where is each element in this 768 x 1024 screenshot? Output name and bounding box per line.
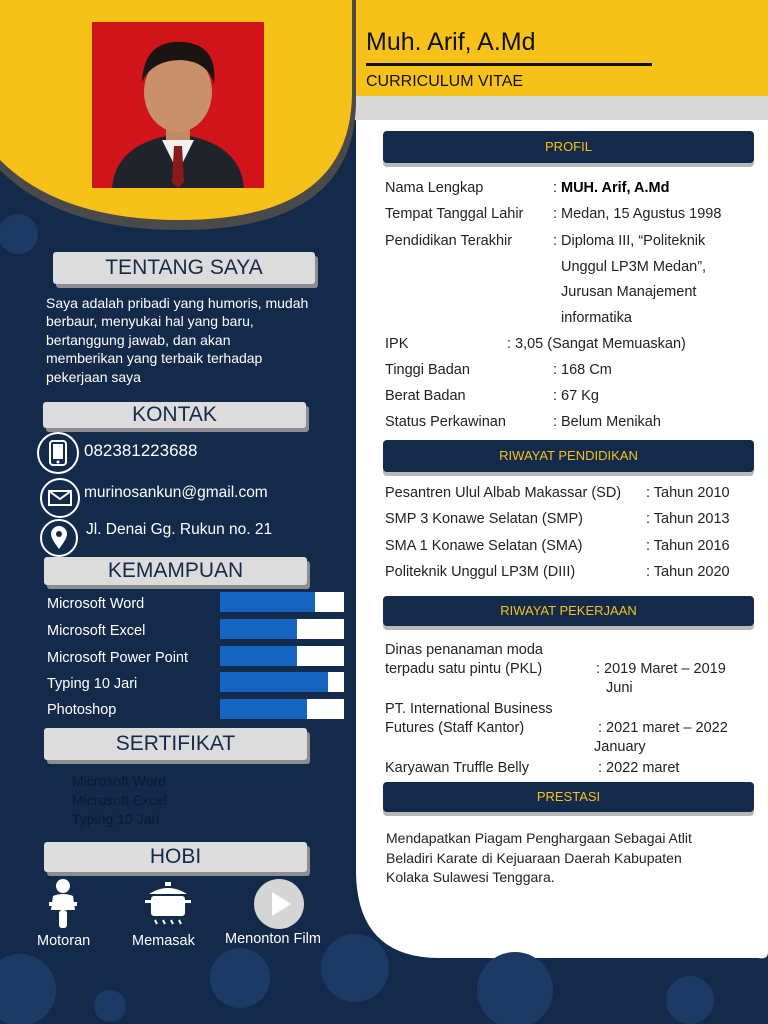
about-text xyxy=(46,294,346,386)
hobby-label: Motoran xyxy=(37,933,91,949)
skill-bar-fill xyxy=(220,646,297,666)
motorcycle-rider-icon xyxy=(47,878,79,935)
about-heading: TENTANG SAYA xyxy=(53,252,315,284)
profile-label: Status Perkawinan xyxy=(385,414,506,430)
skill-bar-track xyxy=(220,646,344,666)
education-year: : Tahun 2020 xyxy=(646,564,730,580)
mail-icon xyxy=(40,478,80,518)
about-line: Saya adalah pribadi yang humoris, mudah xyxy=(46,295,309,311)
skill-label: Microsoft Word xyxy=(47,596,145,612)
skill-bar-track xyxy=(220,699,344,719)
education-school: Politeknik Unggul LP3M (DIII) xyxy=(385,564,576,580)
candidate-name: Muh. Arif, A.Md xyxy=(366,28,536,56)
contact-phone[interactable]: 082381223688 xyxy=(84,441,198,460)
work-period: : 2019 Maret – 2019 xyxy=(596,661,726,677)
work-period: : 2022 maret xyxy=(598,760,680,776)
education-year: : Tahun 2016 xyxy=(646,538,730,554)
profile-sep: : xyxy=(553,180,558,196)
skill-bar-fill xyxy=(220,592,315,612)
skill-label: Photoshop xyxy=(47,702,117,718)
profile-value: 3,05 (Sangat Memuaskan) xyxy=(515,336,686,352)
education-year: : Tahun 2013 xyxy=(646,511,730,527)
education-school: Pesantren Ulul Albab Makassar (SD) xyxy=(385,485,622,501)
profile-sep: : xyxy=(553,362,558,378)
profile-label: Tempat Tanggal Lahir xyxy=(385,206,524,222)
profile-value: Belum Menikah xyxy=(561,414,661,430)
contact-email[interactable]: murinosankun@gmail.com xyxy=(84,484,268,501)
work-period: Juni xyxy=(606,680,633,696)
profile-sep: : xyxy=(553,414,558,430)
contact-address: Jl. Denai Gg. Rukun no. 21 xyxy=(86,521,273,538)
work-place: Dinas penanaman moda xyxy=(385,642,543,658)
profile-label: Pendidikan Terakhir xyxy=(385,233,513,249)
achievement-text xyxy=(386,829,692,888)
skill-bar-track xyxy=(220,592,344,612)
work-place: PT. International Business xyxy=(385,701,553,717)
education-year: : Tahun 2010 xyxy=(646,485,730,501)
profile-sep: : xyxy=(507,336,512,352)
skill-bar-fill xyxy=(220,672,328,692)
work-heading: RIWAYAT PEKERJAAN xyxy=(383,596,754,626)
profile-value: Medan, 15 Agustus 1998 xyxy=(561,206,722,222)
document-subtitle: CURRICULUM VITAE xyxy=(366,73,524,90)
profile-sep: : xyxy=(553,206,558,222)
hobbies-heading: HOBI xyxy=(44,842,307,872)
profile-sep: : xyxy=(553,233,558,249)
work-place: Karyawan Truffle Belly xyxy=(385,760,529,776)
work-period: : 2021 maret – 2022 xyxy=(598,720,728,736)
skill-bar-fill xyxy=(220,619,297,639)
about-line: memberikan yang terbaik terhadap xyxy=(46,350,263,367)
phone-icon xyxy=(37,432,79,474)
contact-heading: KONTAK xyxy=(43,402,306,428)
profile-sep: : xyxy=(553,388,558,404)
location-pin-icon xyxy=(40,519,78,557)
profile-photo xyxy=(92,22,264,188)
skill-bar-track xyxy=(220,672,344,692)
education-school: SMP 3 Konawe Selatan (SMP) xyxy=(385,511,583,527)
skill-label: Typing 10 Jari xyxy=(47,676,138,692)
certificate-item: Typing 10 Jari xyxy=(72,811,160,827)
profile-value: Diploma III, “Politeknik Unggul LP3M Medan”, Jurusan Manajement informatika xyxy=(561,233,707,326)
achievement-heading: PRESTASI xyxy=(383,782,754,812)
skill-label: Microsoft Excel xyxy=(47,623,146,639)
play-icon xyxy=(253,878,305,935)
work-place: Futures (Staff Kantor) xyxy=(385,720,525,736)
about-line: pekerjaan saya xyxy=(46,368,141,385)
about-line: bertanggung jawab, dan akan xyxy=(46,331,231,348)
achievement-line: Kolaka Sulawesi Tenggara. xyxy=(386,869,555,885)
skill-label: Microsoft Power Point xyxy=(47,650,189,666)
education-school: SMA 1 Konawe Selatan (SMA) xyxy=(385,538,583,554)
certificates-list xyxy=(72,772,167,829)
profile-value: 67 Kg xyxy=(561,388,599,404)
achievement-line: Mendapatkan Piagam Penghargaan Sebagai Atlit xyxy=(386,830,692,846)
certificate-item: Microsoft Word xyxy=(72,773,166,789)
profile-value: 168 Cm xyxy=(561,362,612,378)
certificates-heading: SERTIFIKAT xyxy=(44,728,307,760)
achievement-line: Beladiri Karate di Kejuaraan Daerah Kabupaten xyxy=(386,849,682,866)
cooking-pot-icon xyxy=(145,880,191,931)
skills-heading: KEMAMPUAN xyxy=(44,557,307,585)
profile-value: MUH. Arif, A.Md xyxy=(561,180,670,196)
work-place: terpadu satu pintu (PKL) xyxy=(385,661,543,677)
profile-label: IPK xyxy=(385,336,409,352)
profile-label: Berat Badan xyxy=(385,388,466,404)
profile-label: Tinggi Badan xyxy=(385,362,470,378)
profile-label: Nama Lengkap xyxy=(385,180,484,196)
certificate-item: Microsoft Excel xyxy=(72,792,167,808)
name-underline xyxy=(366,63,652,66)
about-line: berbaur, menyukai hal yang baru, xyxy=(46,313,254,330)
skill-bar-track xyxy=(220,619,344,639)
education-heading: RIWAYAT PENDIDIKAN xyxy=(383,440,754,472)
hobby-label: Memasak xyxy=(132,933,195,949)
work-period: January xyxy=(594,739,646,755)
skill-bar-fill xyxy=(220,699,307,719)
profile-heading: PROFIL xyxy=(383,131,754,163)
hobby-label: Menonton Film xyxy=(225,931,321,947)
